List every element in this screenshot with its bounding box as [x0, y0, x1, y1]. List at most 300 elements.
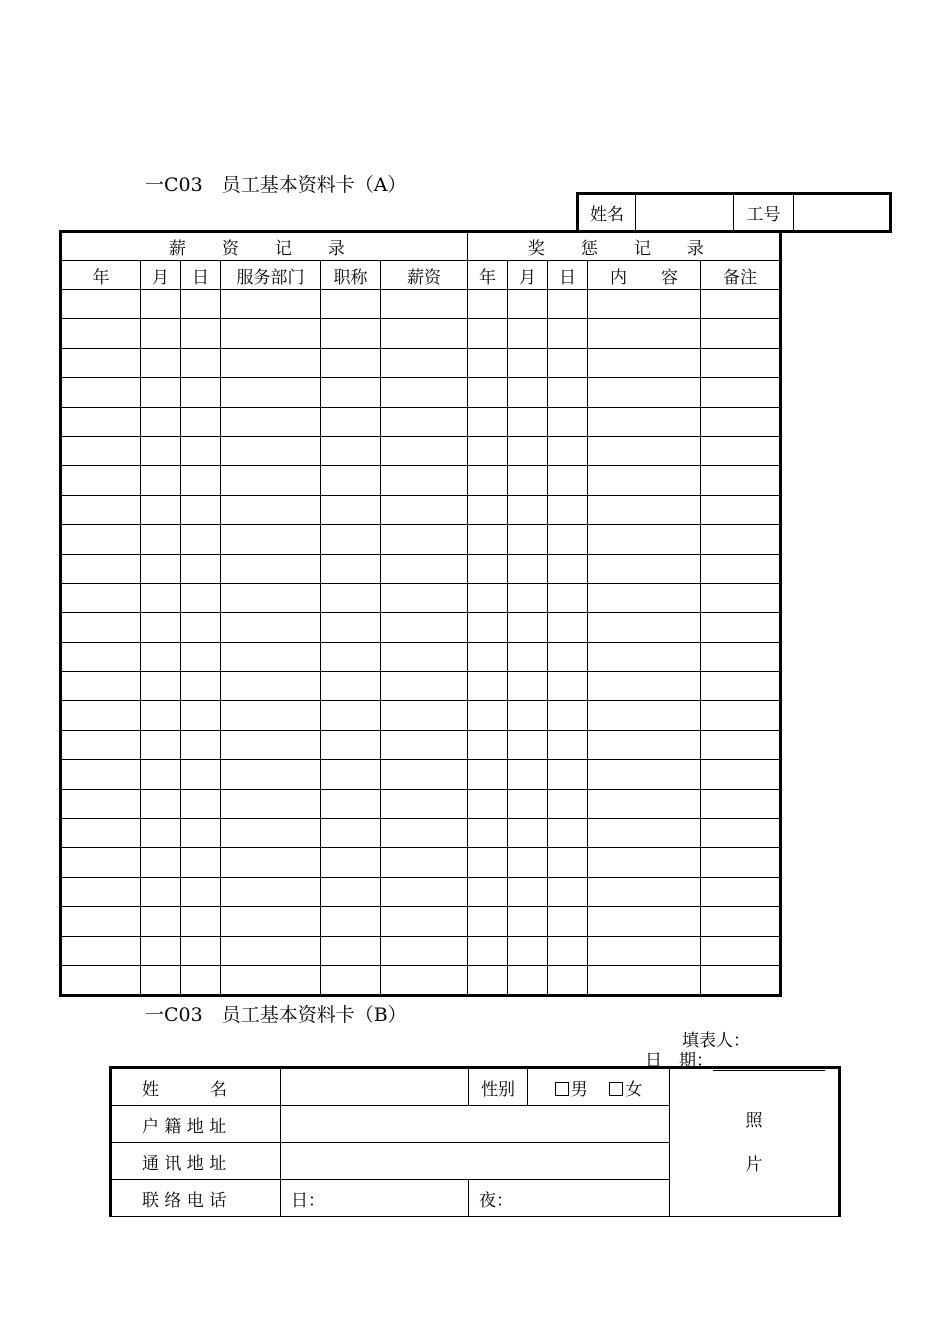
table-cell[interactable]	[221, 466, 321, 495]
table-cell[interactable]	[181, 436, 221, 465]
table-cell[interactable]	[548, 319, 588, 348]
table-row	[61, 583, 781, 612]
address-field[interactable]	[281, 1106, 670, 1143]
table-cell[interactable]	[181, 466, 221, 495]
table-cell[interactable]	[61, 613, 141, 642]
table-cell[interactable]	[381, 348, 468, 377]
table-cell[interactable]	[468, 319, 508, 348]
table-cell[interactable]	[221, 730, 321, 759]
table-cell[interactable]	[508, 290, 548, 319]
table-cell[interactable]	[141, 877, 181, 906]
table-cell[interactable]	[468, 819, 508, 848]
table-cell[interactable]	[588, 436, 701, 465]
table-cell[interactable]	[181, 525, 221, 554]
table-cell[interactable]	[221, 495, 321, 524]
table-cell[interactable]	[508, 730, 548, 759]
table-cell[interactable]	[468, 642, 508, 671]
table-cell[interactable]	[321, 848, 381, 877]
table-row	[61, 495, 781, 524]
table-cell[interactable]	[141, 436, 181, 465]
table-cell[interactable]	[141, 965, 181, 995]
col-year: 年	[61, 261, 141, 290]
table-cell[interactable]	[468, 348, 508, 377]
table-cell[interactable]	[548, 348, 588, 377]
table-cell[interactable]	[61, 378, 141, 407]
table-cell[interactable]	[141, 789, 181, 818]
table-cell[interactable]	[221, 701, 321, 730]
table-cell[interactable]	[61, 819, 141, 848]
table-cell[interactable]	[381, 319, 468, 348]
table-cell[interactable]	[468, 730, 508, 759]
table-cell[interactable]	[321, 319, 381, 348]
table-cell[interactable]	[61, 848, 141, 877]
table-cell[interactable]	[588, 290, 701, 319]
table-cell[interactable]	[588, 319, 701, 348]
table-cell[interactable]	[508, 583, 548, 612]
table-cell[interactable]	[61, 554, 141, 583]
table-row	[61, 466, 781, 495]
table-cell[interactable]	[221, 525, 321, 554]
table-cell[interactable]	[61, 319, 141, 348]
table-cell[interactable]	[321, 760, 381, 789]
table-cell[interactable]	[701, 907, 781, 936]
table-cell[interactable]	[381, 848, 468, 877]
table-cell[interactable]	[508, 877, 548, 906]
table-cell[interactable]	[548, 525, 588, 554]
table-cell[interactable]	[468, 907, 508, 936]
col-title: 职称	[321, 261, 381, 290]
table-cell[interactable]	[381, 290, 468, 319]
col-department: 服务部门	[221, 261, 321, 290]
table-cell[interactable]	[548, 907, 588, 936]
table-cell[interactable]	[61, 583, 141, 612]
table-cell[interactable]	[141, 378, 181, 407]
date-label: 日 期：	[645, 1051, 713, 1071]
table-cell[interactable]	[701, 525, 781, 554]
table-cell[interactable]	[141, 730, 181, 759]
table-cell[interactable]	[508, 907, 548, 936]
male-label: 男	[570, 1079, 588, 1100]
table-cell[interactable]	[548, 672, 588, 701]
table-cell[interactable]	[141, 907, 181, 936]
table-cell[interactable]	[468, 613, 508, 642]
table-cell[interactable]	[381, 436, 468, 465]
table-cell[interactable]	[181, 290, 221, 319]
table-cell[interactable]	[221, 819, 321, 848]
table-cell[interactable]	[381, 583, 468, 612]
table-cell[interactable]	[181, 819, 221, 848]
table-cell[interactable]	[321, 789, 381, 818]
table-cell[interactable]	[701, 730, 781, 759]
table-cell[interactable]	[141, 319, 181, 348]
table-cell[interactable]	[701, 466, 781, 495]
table-cell[interactable]	[61, 907, 141, 936]
table-cell[interactable]	[221, 760, 321, 789]
table-cell[interactable]	[181, 348, 221, 377]
table-cell[interactable]	[141, 348, 181, 377]
table-cell[interactable]	[701, 436, 781, 465]
name-field[interactable]	[636, 194, 734, 232]
table-cell[interactable]	[61, 877, 141, 906]
table-row	[61, 554, 781, 583]
id-field[interactable]	[794, 194, 891, 232]
table-cell[interactable]	[701, 819, 781, 848]
table-cell[interactable]	[181, 730, 221, 759]
female-checkbox[interactable]	[609, 1082, 623, 1096]
table-cell[interactable]	[221, 907, 321, 936]
table-cell[interactable]	[508, 672, 548, 701]
table-cell[interactable]	[221, 290, 321, 319]
table-cell[interactable]	[321, 672, 381, 701]
table-cell[interactable]	[508, 642, 548, 671]
table-cell[interactable]	[321, 436, 381, 465]
table-cell[interactable]	[321, 613, 381, 642]
table-cell[interactable]	[468, 525, 508, 554]
table-cell[interactable]	[701, 613, 781, 642]
male-checkbox[interactable]	[555, 1082, 569, 1096]
name-id-box	[576, 192, 892, 233]
table-cell[interactable]	[468, 848, 508, 877]
table-cell[interactable]	[548, 378, 588, 407]
table-cell[interactable]	[701, 290, 781, 319]
table-cell[interactable]	[381, 936, 468, 965]
table-cell[interactable]	[381, 701, 468, 730]
table-cell[interactable]	[381, 965, 468, 995]
table-cell[interactable]	[701, 672, 781, 701]
table-cell[interactable]	[181, 877, 221, 906]
table-cell[interactable]	[508, 407, 548, 436]
table-row	[61, 907, 781, 936]
table-cell[interactable]	[588, 877, 701, 906]
table-cell[interactable]	[221, 672, 321, 701]
table-cell[interactable]	[508, 525, 548, 554]
table-cell[interactable]	[181, 907, 221, 936]
table-row	[61, 436, 781, 465]
table-cell[interactable]	[548, 819, 588, 848]
table-cell[interactable]	[381, 760, 468, 789]
table-cell[interactable]	[141, 819, 181, 848]
table-cell[interactable]	[321, 819, 381, 848]
table-cell[interactable]	[61, 760, 141, 789]
table-cell[interactable]	[548, 290, 588, 319]
table-cell[interactable]	[588, 348, 701, 377]
table-cell[interactable]	[701, 642, 781, 671]
table-cell[interactable]	[588, 613, 701, 642]
table-cell[interactable]	[468, 436, 508, 465]
table-cell[interactable]	[588, 936, 701, 965]
table-cell[interactable]	[181, 701, 221, 730]
table-cell[interactable]	[321, 554, 381, 583]
table-cell[interactable]	[588, 848, 701, 877]
table-cell[interactable]	[61, 466, 141, 495]
table-cell[interactable]	[548, 965, 588, 995]
table-cell[interactable]	[588, 730, 701, 759]
table-cell[interactable]	[321, 583, 381, 612]
table-cell[interactable]	[181, 613, 221, 642]
table-cell[interactable]	[588, 554, 701, 583]
table-cell[interactable]	[221, 378, 321, 407]
table-cell[interactable]	[381, 642, 468, 671]
table-cell[interactable]	[221, 936, 321, 965]
table-cell[interactable]	[381, 554, 468, 583]
table-cell[interactable]	[548, 583, 588, 612]
table-cell[interactable]	[508, 436, 548, 465]
table-cell[interactable]	[381, 525, 468, 554]
table-cell[interactable]	[508, 348, 548, 377]
day-label: 日：	[291, 1190, 325, 1211]
table-cell[interactable]	[181, 319, 221, 348]
table-cell[interactable]	[468, 672, 508, 701]
table-cell[interactable]	[701, 848, 781, 877]
table-cell[interactable]	[468, 760, 508, 789]
table-cell[interactable]	[381, 819, 468, 848]
table-cell[interactable]	[381, 466, 468, 495]
table-cell[interactable]	[221, 877, 321, 906]
table-cell[interactable]	[548, 466, 588, 495]
table-cell[interactable]	[321, 936, 381, 965]
table-row	[61, 819, 781, 848]
table-cell[interactable]	[548, 760, 588, 789]
table-cell[interactable]	[181, 642, 221, 671]
table-cell[interactable]	[61, 701, 141, 730]
table-cell[interactable]	[221, 583, 321, 612]
table-cell[interactable]	[221, 965, 321, 995]
table-cell[interactable]	[548, 436, 588, 465]
table-cell[interactable]	[181, 672, 221, 701]
table-cell[interactable]	[141, 554, 181, 583]
table-cell[interactable]	[588, 789, 701, 818]
col-month: 月	[141, 261, 181, 290]
table-cell[interactable]	[588, 672, 701, 701]
table-cell[interactable]	[181, 407, 221, 436]
col-content: 内 容	[588, 261, 701, 290]
table-cell[interactable]	[468, 495, 508, 524]
table-cell[interactable]	[508, 613, 548, 642]
table-cell[interactable]	[141, 407, 181, 436]
table-cell[interactable]	[701, 789, 781, 818]
table-cell[interactable]	[508, 554, 548, 583]
table-cell[interactable]	[508, 701, 548, 730]
table-cell[interactable]	[321, 642, 381, 671]
table-cell[interactable]	[321, 407, 381, 436]
photo-label-2: 片	[745, 1154, 763, 1175]
table-cell[interactable]	[588, 407, 701, 436]
table-cell[interactable]	[588, 965, 701, 995]
table-cell[interactable]	[548, 701, 588, 730]
table-cell[interactable]	[61, 789, 141, 818]
table-cell[interactable]	[381, 613, 468, 642]
table-cell[interactable]	[548, 495, 588, 524]
table-cell[interactable]	[181, 495, 221, 524]
name-field-b[interactable]	[281, 1068, 469, 1106]
table-cell[interactable]	[468, 466, 508, 495]
table-cell[interactable]	[61, 495, 141, 524]
table-cell[interactable]	[508, 936, 548, 965]
table-cell[interactable]	[141, 613, 181, 642]
table-cell[interactable]	[321, 348, 381, 377]
table-cell[interactable]	[701, 495, 781, 524]
table-cell[interactable]	[61, 407, 141, 436]
table-cell[interactable]	[508, 789, 548, 818]
table-cell[interactable]	[181, 965, 221, 995]
table-cell[interactable]	[61, 642, 141, 671]
table-cell[interactable]	[61, 525, 141, 554]
table-row	[61, 613, 781, 642]
table-cell[interactable]	[321, 907, 381, 936]
table-cell[interactable]	[141, 701, 181, 730]
table-cell[interactable]	[61, 965, 141, 995]
table-cell[interactable]	[221, 319, 321, 348]
table-cell[interactable]	[381, 672, 468, 701]
table-cell[interactable]	[588, 525, 701, 554]
table-cell[interactable]	[468, 877, 508, 906]
table-cell[interactable]	[141, 290, 181, 319]
table-cell[interactable]	[141, 760, 181, 789]
table-cell[interactable]	[701, 583, 781, 612]
table-cell[interactable]	[548, 877, 588, 906]
table-cell[interactable]	[61, 348, 141, 377]
table-cell[interactable]	[588, 642, 701, 671]
table-cell[interactable]	[508, 378, 548, 407]
table-cell[interactable]	[181, 760, 221, 789]
table-row	[61, 642, 781, 671]
table-cell[interactable]	[548, 848, 588, 877]
table-cell[interactable]	[141, 466, 181, 495]
table-cell[interactable]	[468, 936, 508, 965]
table-cell[interactable]	[221, 407, 321, 436]
table-cell[interactable]	[141, 642, 181, 671]
table-cell[interactable]	[181, 554, 221, 583]
table-row	[61, 319, 781, 348]
table-cell[interactable]	[381, 407, 468, 436]
table-cell[interactable]	[508, 760, 548, 789]
table-cell[interactable]	[468, 965, 508, 995]
table-cell[interactable]	[181, 583, 221, 612]
table-cell[interactable]	[321, 525, 381, 554]
table-cell[interactable]	[381, 495, 468, 524]
table-cell[interactable]	[381, 877, 468, 906]
table-cell[interactable]	[381, 378, 468, 407]
table-cell[interactable]	[701, 701, 781, 730]
table-cell[interactable]	[548, 730, 588, 759]
table-cell[interactable]	[141, 525, 181, 554]
table-cell[interactable]	[221, 613, 321, 642]
photo-label-1: 照	[745, 1110, 763, 1131]
table-cell[interactable]	[701, 965, 781, 995]
table-cell[interactable]	[181, 936, 221, 965]
table-cell[interactable]	[508, 965, 548, 995]
table-row	[61, 525, 781, 554]
table-cell[interactable]	[468, 701, 508, 730]
reward-section-header: 奖 惩 记 录	[468, 232, 781, 261]
card-a-table	[59, 230, 782, 997]
table-cell[interactable]	[701, 378, 781, 407]
table-cell[interactable]	[61, 290, 141, 319]
table-cell[interactable]	[61, 672, 141, 701]
table-cell[interactable]	[321, 290, 381, 319]
table-cell[interactable]	[61, 936, 141, 965]
table-cell[interactable]	[588, 760, 701, 789]
table-cell[interactable]	[548, 554, 588, 583]
table-cell[interactable]	[61, 730, 141, 759]
photo-area[interactable]	[670, 1068, 840, 1217]
table-cell[interactable]	[141, 672, 181, 701]
table-cell[interactable]	[468, 378, 508, 407]
table-cell[interactable]	[548, 789, 588, 818]
table-cell[interactable]	[468, 583, 508, 612]
table-cell[interactable]	[181, 378, 221, 407]
table-cell[interactable]	[221, 348, 321, 377]
table-cell[interactable]	[321, 877, 381, 906]
table-cell[interactable]	[588, 701, 701, 730]
table-cell[interactable]	[588, 378, 701, 407]
table-cell[interactable]	[221, 642, 321, 671]
table-cell[interactable]	[548, 936, 588, 965]
table-cell[interactable]	[141, 848, 181, 877]
table-cell[interactable]	[221, 436, 321, 465]
table-cell[interactable]	[548, 613, 588, 642]
table-cell[interactable]	[548, 642, 588, 671]
table-cell[interactable]	[508, 495, 548, 524]
mail-address-field[interactable]	[281, 1143, 670, 1180]
day-phone-field[interactable]	[281, 1180, 469, 1217]
table-cell[interactable]	[321, 466, 381, 495]
table-cell[interactable]	[381, 730, 468, 759]
table-cell[interactable]	[588, 583, 701, 612]
night-phone-field[interactable]	[469, 1180, 670, 1217]
table-cell[interactable]	[508, 319, 548, 348]
table-cell[interactable]	[588, 466, 701, 495]
table-cell[interactable]	[61, 436, 141, 465]
table-cell[interactable]	[701, 760, 781, 789]
table-cell[interactable]	[381, 789, 468, 818]
table-cell[interactable]	[701, 877, 781, 906]
table-cell[interactable]	[321, 378, 381, 407]
table-cell[interactable]	[181, 848, 221, 877]
table-cell[interactable]	[321, 730, 381, 759]
table-cell[interactable]	[508, 819, 548, 848]
table-cell[interactable]	[468, 290, 508, 319]
table-cell[interactable]	[701, 319, 781, 348]
table-cell[interactable]	[588, 819, 701, 848]
table-cell[interactable]	[141, 583, 181, 612]
table-cell[interactable]	[508, 848, 548, 877]
table-cell[interactable]	[221, 789, 321, 818]
table-cell[interactable]	[701, 407, 781, 436]
table-cell[interactable]	[468, 789, 508, 818]
table-cell[interactable]	[181, 789, 221, 818]
table-cell[interactable]	[701, 936, 781, 965]
table-cell[interactable]	[468, 407, 508, 436]
table-cell[interactable]	[588, 495, 701, 524]
table-cell[interactable]	[321, 965, 381, 995]
table-cell[interactable]	[701, 348, 781, 377]
table-cell[interactable]	[321, 495, 381, 524]
table-cell[interactable]	[468, 554, 508, 583]
table-cell[interactable]	[381, 907, 468, 936]
table-cell[interactable]	[588, 907, 701, 936]
table-cell[interactable]	[321, 701, 381, 730]
table-cell[interactable]	[141, 495, 181, 524]
table-cell[interactable]	[508, 466, 548, 495]
table-cell[interactable]	[141, 936, 181, 965]
table-cell[interactable]	[701, 554, 781, 583]
table-cell[interactable]	[548, 407, 588, 436]
table-cell[interactable]	[221, 554, 321, 583]
table-row	[61, 378, 781, 407]
female-label: 女	[625, 1079, 643, 1100]
table-cell[interactable]	[221, 848, 321, 877]
